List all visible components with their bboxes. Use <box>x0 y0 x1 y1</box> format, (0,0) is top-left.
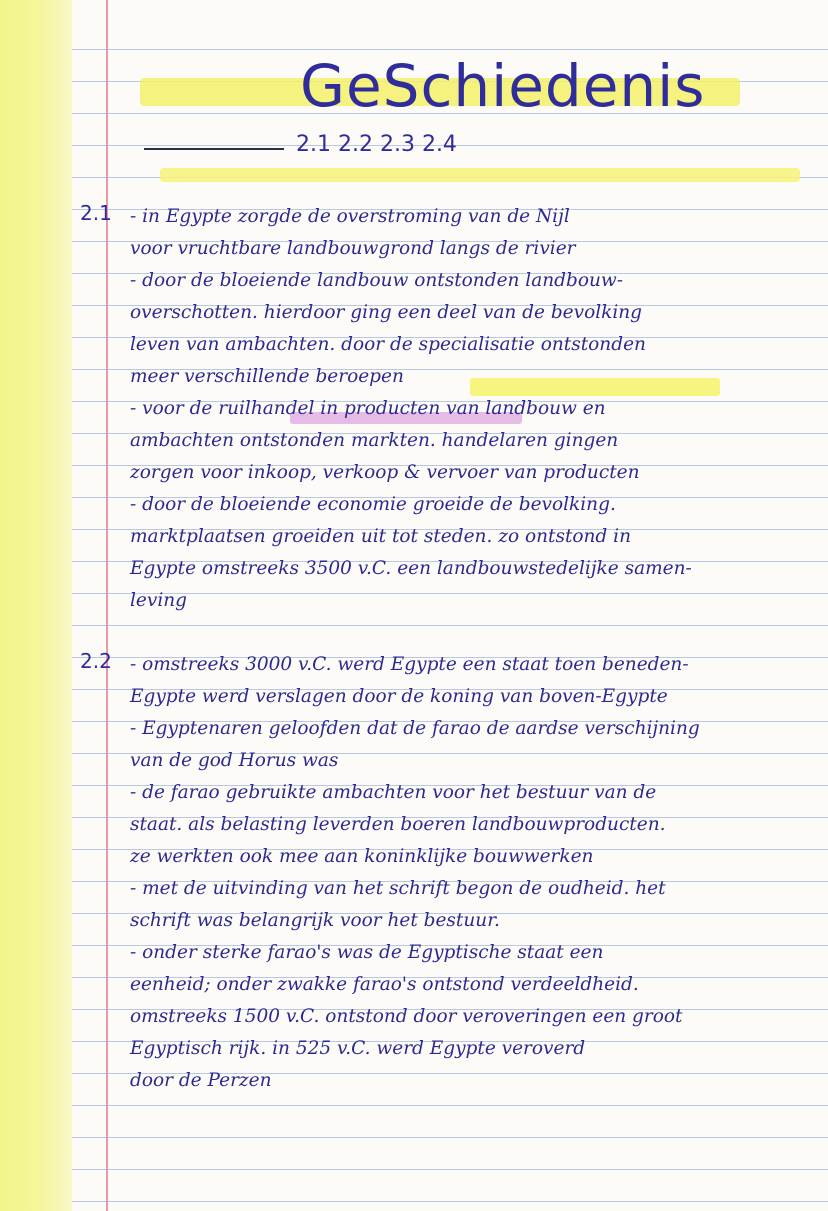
note-line: overschotten. hierdoor ging een deel van de bevolking <box>130 302 643 323</box>
note-line: ambachten ontstonden markten. handelaren gingen <box>130 430 619 451</box>
note-line: - onder sterke farao's was de Egyptische staat een <box>130 942 604 963</box>
note-line: - met de uitvinding van het schrift begon de oudheid. het <box>130 878 666 899</box>
note-line: staat. als belasting leverden boeren landbouwproducten. <box>130 814 666 835</box>
note-line: leving <box>130 590 187 611</box>
note-line: meer verschillende beroepen <box>130 366 404 387</box>
section-number: 2.2 <box>80 649 112 673</box>
note-line: eenheid; onder zwakke farao's ontstond verdeeldheid. <box>130 974 639 995</box>
note-line: omstreeks 1500 v.C. ontstond door veroveringen een groot <box>130 1006 683 1027</box>
note-line: door de Perzen <box>130 1070 272 1091</box>
note-line: - door de bloeiende economie groeide de bevolking. <box>130 494 616 515</box>
note-line: - de farao gebruikte ambachten voor het bestuur van de <box>130 782 657 803</box>
subtitle-highlight <box>160 168 800 182</box>
chapter-list: 2.1 2.2 2.3 2.4 <box>296 132 457 157</box>
note-line: - in Egypte zorgde de overstroming van de Nijl <box>130 206 570 227</box>
note-line: - Egyptenaren geloofden dat de farao de aardse verschijning <box>130 718 700 739</box>
note-line: zorgen voor inkoop, verkoop & vervoer van producten <box>130 462 640 483</box>
note-line: van de god Horus was <box>130 750 339 771</box>
page-title: GeSchiedenis <box>300 52 706 120</box>
note-line: - door de bloeiende landbouw ontstonden landbouw- <box>130 270 623 291</box>
note-line: marktplaatsen groeiden uit tot steden. zo ontstond in <box>130 526 631 547</box>
section-number: 2.1 <box>80 201 112 225</box>
note-line: schrift was belangrijk voor het bestuur. <box>130 910 500 931</box>
page-header <box>0 0 828 190</box>
note-line: voor vruchtbare landbouwgrond langs de rivier <box>130 238 576 259</box>
note-line: - omstreeks 3000 v.C. werd Egypte een staat toen beneden- <box>130 654 689 675</box>
note-line: - voor de ruilhandel in producten van landbouw en <box>130 398 606 419</box>
note-line: Egyptisch rijk. in 525 v.C. werd Egypte veroverd <box>130 1038 586 1059</box>
note-line: Egypte werd verslagen door de koning van boven-Egypte <box>130 686 668 707</box>
note-line: Egypte omstreeks 3500 v.C. een landbouwstedelijke samen- <box>130 558 692 579</box>
note-line: ze werkten ook mee aan koninklijke bouwwerken <box>130 846 594 867</box>
title-rule <box>144 148 284 150</box>
note-line: leven van ambachten. door de specialisatie ontstonden <box>130 334 646 355</box>
